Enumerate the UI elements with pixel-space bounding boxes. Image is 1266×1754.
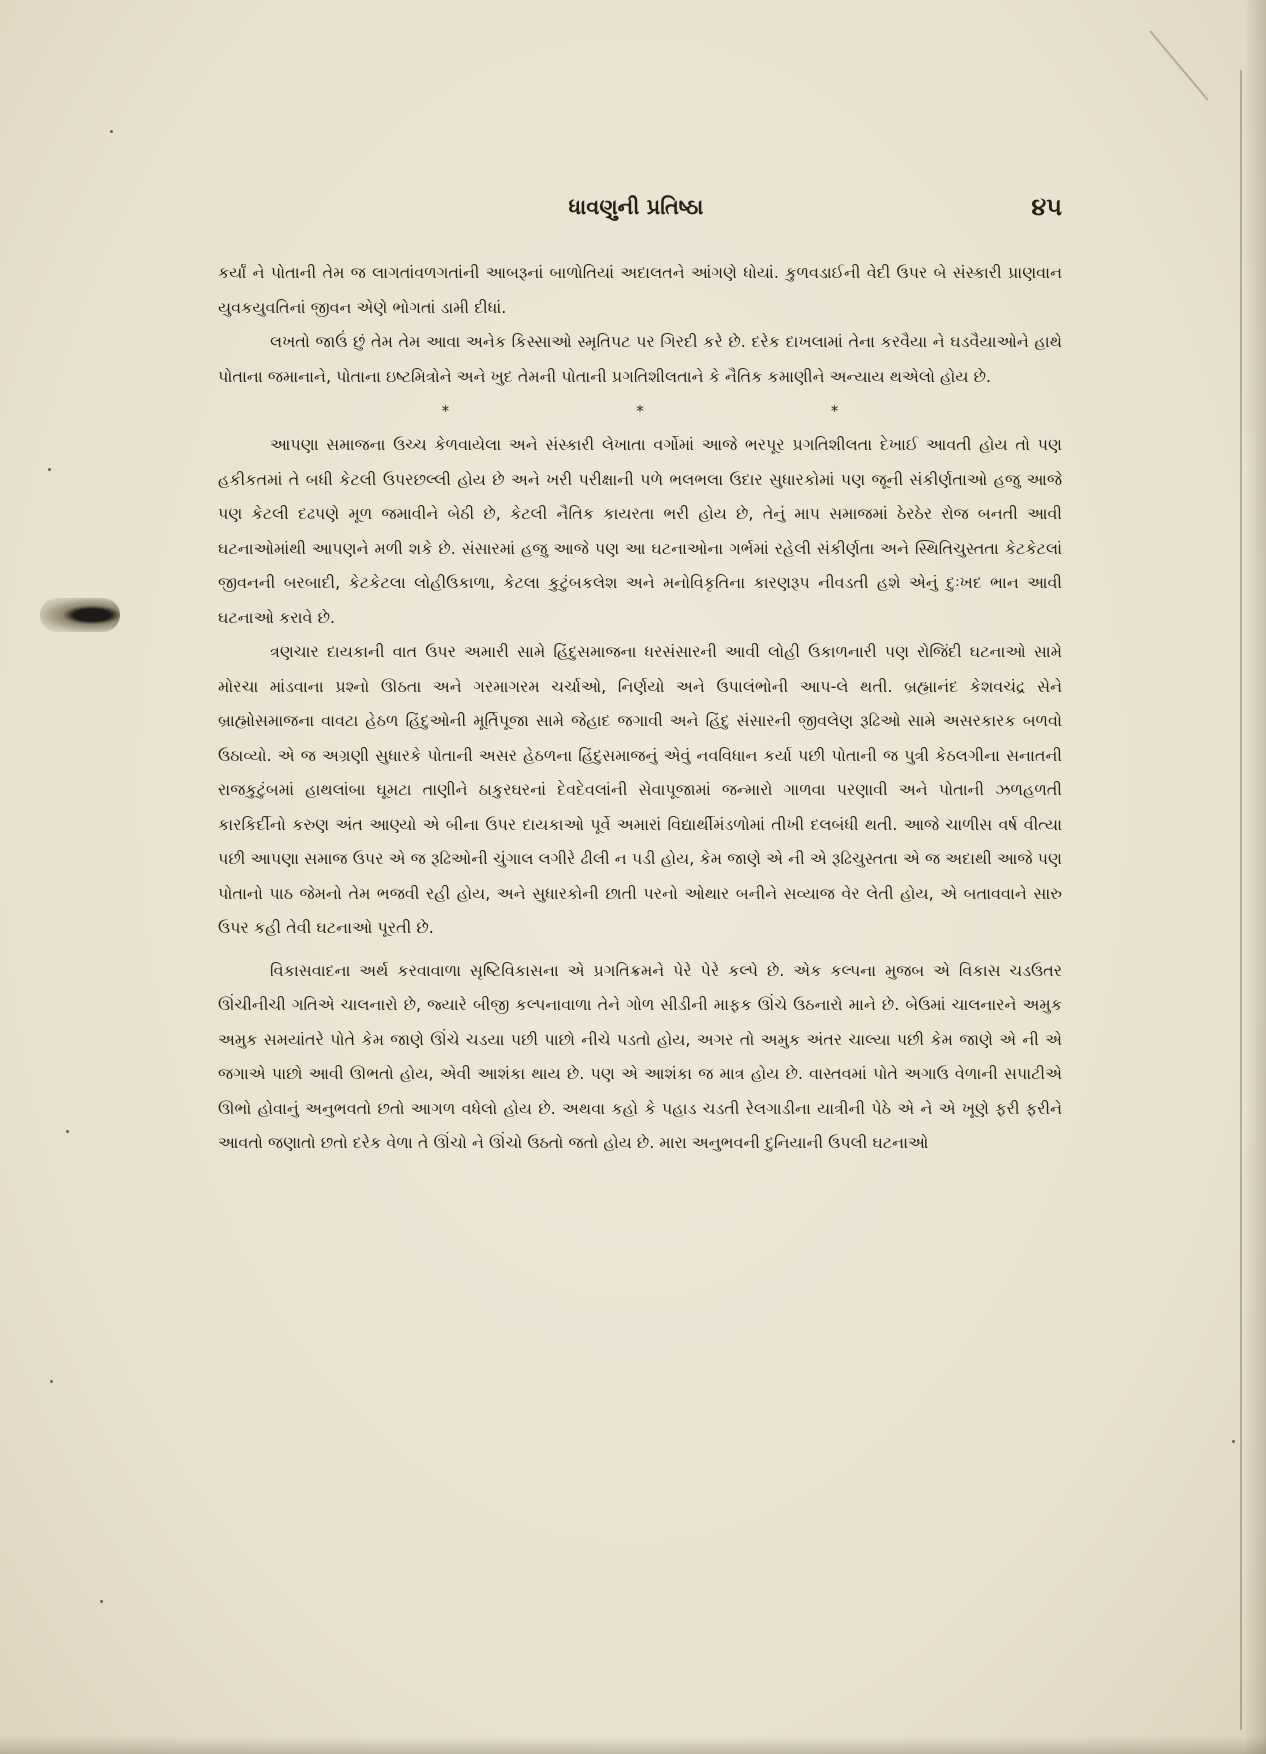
paragraph-gap	[218, 946, 1062, 954]
page-fold-line	[1240, 70, 1242, 1730]
paper-speck	[110, 130, 113, 133]
section-star: *	[441, 402, 450, 420]
paragraph: કર્યાં ને પોતાની તેમ જ લાગતાંવળગતાંની આબરૂનાં બાળોતિયાં અદાલતને આંગણે ધોયાં. કુળવડાઈની વેદી ઉપર બે સંસ્કારી પ્રાણવાન યુવકયુવતિનાં જીવન એણે ભોગતાં ડામી દીધાં.	[218, 263, 1062, 317]
page-corner-crease	[1149, 30, 1208, 100]
page-number: ૪૫	[1031, 193, 1062, 221]
section-break	[218, 394, 1062, 428]
paragraph: વિકાસવાદના અર્થ કરવાવાળા સૃષ્ટિવિકાસના એ પ્રગતિક્રમને પેરે પેરે કલ્પે છે. એક કલ્પના મુજબ એ વિકાસ ચડઉતર ઊંચીનીચી ગતિએ ચાલનારો છે, જ્યારે બીજી કલ્પનાવાળા તેને ગોળ સીડીની માફક ઊંચે ઉઠનારો માને છે. બેઉમાં ચાલનારને અમુક અમુક સમયાંતરે પોતે કેમ જાણે ઊંચે ચડયા પછી પાછો નીચે પડતો હોય, અગર તો અમુક અંતર ચાલ્યા પછી કેમ જાણે એ ની એ જગાએ પાછો આવી ઊભતો હોય, એવી આશંકા થાય છે. પણ એ આશંકા જ માત્ર હોય છે. વાસ્તવમાં પોતે અગાઉ વેળાની સપાટીએ ઊભો હોવાનું અનુભવતો છતો આગળ વધેલો હોય છે. અથવા કહો કે પહાડ ચડતી રેલગાડીના યાત્રીની પેઠે એ ને એ ખૂણે ફરી ફરીને આવતો જણાતો છતો દરેક વેળા તે ઊંચો ને ઊંચો ઉઠતો જતો હોય છે. મારા અનુભવની દુનિયાની ઉપલી ઘટનાઓ	[218, 960, 1062, 1152]
body-text	[218, 256, 1062, 1161]
paper-speck	[1232, 1440, 1235, 1443]
section-star: *	[636, 402, 644, 420]
paragraph: ત્રણચાર દાયકાની વાત ઉપર અમારી સામે હિંદુસમાજના ધરસંસારની આવી લોહી ઉકાળનારી પણ રોજિંદી ઘટનાઓ સામે મોરચા માંડવાના પ્રશ્નો ઊઠતા અને ગરમાગરમ ચર્ચાઓ, નિર્ણયો અને ઉપાલંભોની આપ-લે થતી. બ્રહ્માનંદ કેશવચંદ્ર સેને બ્રાહ્મોસમાજના વાવટા હેઠળ હિંદુઓની મૂર્તિપૂજા સામે જેહાદ જગાવી અને હિંદુ સંસારની જીવલેણ રૂઢિઓ સામે અસરકારક બળવો ઉઠાવ્યો. એ જ અગ્રણી સુધારકે પોતાની અસર હેઠળના હિંદુસમાજનું એવું નવવિધાન કર્યા પછી પોતાની જ પુત્રી કેઠલગીના સનાતની રાજકુટુંબમાં હાથલાંબા ઘૂમટા તાણીને ઠાકુરઘરનાં દેવદેવલાંની સેવાપૂજામાં જન્મારો ગાળવા પરણાવી અને પોતાની ઝળહળતી કારકિર્દીનો કરુણ અંત આણ્યો એ બીના ઉપર દાયકાઓ પૂર્વે અમારાં વિદ્યાર્થીમંડળોમાં તીખી દલબંધી થતી. આજે ચાળીસ વર્ષ વીત્યા પછી આપણા સમાજ ઉપર એ જ રૂઢિઓની ચુંગાલ લગીરે ઢીલી ન પડી હોય, કેમ જાણે એ ની એ રૂઢિચુસ્તતા એ જ અદાથી આજે પણ પોતાનો પાઠ જેમનો તેમ ભજવી રહી હોય, અને સુધારકોની છાતી પરનો ઓથાર બનીને સવ્યાજ વેર લેતી હોય, એ બતાવવાને સારુ ઉપર કહી તેવી ઘટનાઓ પૂરતી છે.	[218, 642, 1062, 937]
paragraph: લખતો જાઉં છું તેમ તેમ આવા અનેક કિસ્સાઓ સ્મૃતિપટ પર ગિરદી કરે છે. દરેક દાખલામાં તેના કરવૈયા ને ઘડવૈયાઓને હાથે પોતાના જમાનાને, પોતાના ઇષ્ટમિત્રોને અને ખુદ તેમની પોતાની પ્રગતિશીલતાને કે નૈતિક કમાણીને અન્યાય થએલો હોય છે.	[218, 332, 1062, 386]
paragraph: આપણા સમાજના ઉચ્ચ કેળવાયેલા અને સંસ્કારી લેખાતા વર્ગોમાં આજે ભરપૂર પ્રગતિશીલતા દેખાઈ આવતી હોય તો પણ હકીકતમાં તે બધી કેટલી ઉપરછલ્લી હોય છે અને ખરી પરીક્ષાની પળે ભલભલા ઉદાર સુધારકોમાં પણ જૂની સંકીર્ણતાઓ હજુ આજે પણ કેટલી દઢપણે મૂળ જમાવીને બેઠી છે, કેટલી નૈતિક કાયરતા ભરી હોય છે, તેનું માપ સમાજમાં ઠેરઠેર રોજ બનતી આવી ઘટનાઓમાંથી આપણને મળી શકે છે. સંસારમાં હજુ આજે પણ આ ઘટનાઓના ગર્ભમાં રહેલી સંકીર્ણતા અને સ્થિતિચુસ્તતા કેટકેટલાં જીવનની બરબાદી, કેટકેટલા લોહીઉકાળા, કેટલા કુટુંબકલેશ અને મનોવિકૃતિના કારણરૂપ નીવડતી હશે એનું દુઃખદ ભાન આવી ઘટનાઓ કરાવે છે.	[218, 435, 1062, 627]
paper-speck	[66, 1130, 69, 1133]
binding-hole	[40, 598, 120, 632]
paper-speck	[50, 1380, 53, 1383]
paper-speck	[100, 1600, 103, 1603]
section-star: *	[830, 402, 839, 420]
running-title: ધાવણુની પ્રતિષ્ઠા	[568, 195, 704, 219]
paper-speck	[48, 468, 51, 471]
page-edge-shadow	[1244, 0, 1266, 1754]
running-header	[210, 193, 1062, 227]
page-bottom-shadow	[0, 1736, 1266, 1754]
